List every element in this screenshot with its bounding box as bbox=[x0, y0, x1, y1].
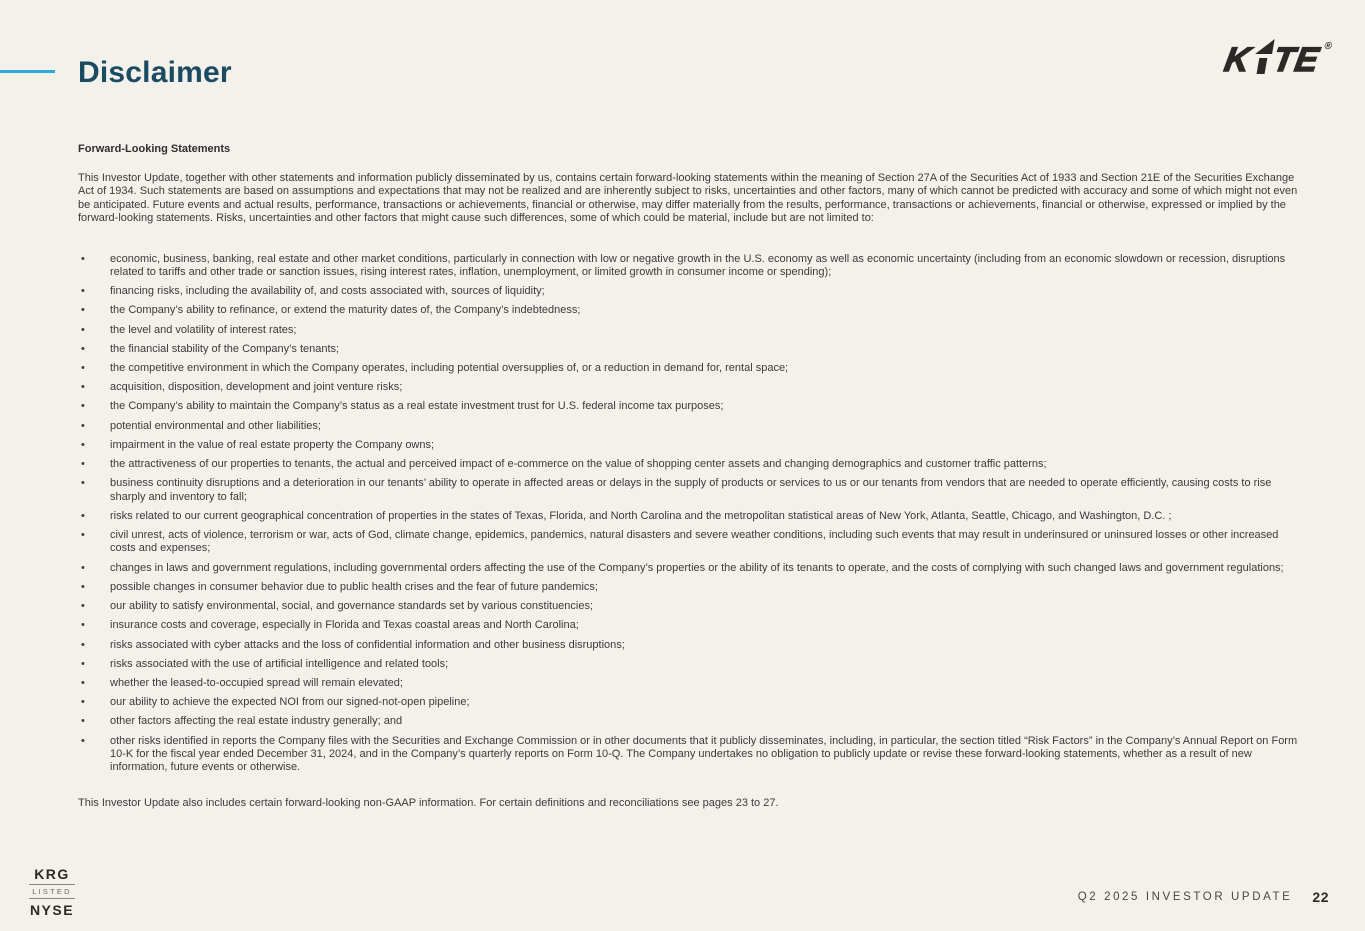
bullet-marker: • bbox=[81, 676, 85, 689]
title-accent-line bbox=[0, 70, 55, 73]
intro-paragraph: This Investor Update, together with other statements and information publicly disseminated by us, contains certain forward-looking statements within the meaning of Section 27A of the Securities Act of 1933 and Section 21E of the Securities Exchange Act of 1934. Such statements are based on assumptions and expectations that may not be realized and are inherently subject to risks, uncertainties and other factors, many of which cannot be predicted with accuracy and some of which might not even be anticipated. Future events and actual results, performance, transactions or achievements, financial or otherwise, may differ materially from the results, performance, transactions or achievements, financial or otherwise, expressed or implied by the forward-looking statements. Risks, uncertainties and other factors that might cause such differences, some of which could be material, include but are not limited to: bbox=[78, 172, 1298, 225]
bullet-text: changes in laws and government regulations, including governmental orders affecting the use of the Company’s properties or the ability of its tenants to operate, and the costs of complying with such changed laws and government regulations; bbox=[110, 561, 1284, 574]
section-heading: Forward-Looking Statements bbox=[78, 143, 231, 155]
bullet-item bbox=[78, 677, 1298, 690]
bullet-text: impairment in the value of real estate property the Company owns; bbox=[110, 438, 435, 451]
bullet-text: the attractiveness of our properties to tenants, the actual and perceived impact of e-commerce on the value of shopping center assets and changing demographics and customer traffic patterns; bbox=[110, 458, 1047, 471]
bullet-item bbox=[78, 639, 1298, 652]
bullet-marker: • bbox=[81, 342, 85, 355]
bullet-marker: • bbox=[81, 252, 85, 265]
bullet-text: other factors affecting the real estate industry generally; and bbox=[110, 715, 403, 728]
bullet-text: the financial stability of the Company’s tenants; bbox=[110, 342, 340, 355]
bullet-text: whether the leased-to-occupied spread will remain elevated; bbox=[110, 676, 403, 689]
bullet-marker: • bbox=[81, 657, 85, 670]
bullet-marker: • bbox=[81, 529, 85, 542]
bullet-marker: • bbox=[81, 400, 85, 413]
bullet-marker: • bbox=[81, 600, 85, 613]
bullet-marker: • bbox=[81, 509, 85, 522]
bullet-item bbox=[78, 562, 1298, 575]
bullet-text: economic, business, banking, real estate and other market conditions, particularly in connection with low or negative growth in the U.S. economy as well as economic uncertainty (including from an economic slowdown or recession, disruptions related to tariffs and other trade or sanction issues, rising interest rates, inflation, unemployment, or limited growth in consumer income or spending); bbox=[110, 252, 1286, 279]
bullet-marker: • bbox=[81, 381, 85, 394]
closing-paragraph: This Investor Update also includes certain forward-looking non-GAAP information. For certain definitions and reconciliations see pages 23 to 27. bbox=[78, 796, 779, 809]
footer-label: Q2 2025 INVESTOR UPDATE bbox=[1077, 891, 1293, 903]
bullet-marker: • bbox=[81, 580, 85, 593]
registered-trademark-symbol: ® bbox=[1323, 41, 1333, 52]
bullet-item bbox=[78, 735, 1298, 775]
bullet-marker: • bbox=[81, 696, 85, 709]
bullet-item bbox=[78, 696, 1298, 709]
bullet-marker: • bbox=[81, 734, 85, 747]
bullet-item bbox=[78, 362, 1298, 375]
bullet-text: the level and volatility of interest rates; bbox=[110, 323, 297, 336]
exchange-name: NYSE bbox=[29, 901, 75, 918]
bullet-marker: • bbox=[81, 323, 85, 336]
bullet-text: acquisition, disposition, development and joint venture risks; bbox=[110, 381, 403, 394]
bullet-item bbox=[78, 619, 1298, 632]
bullet-text: our ability to achieve the expected NOI from our signed-not-open pipeline; bbox=[110, 696, 470, 709]
bullet-item bbox=[78, 510, 1298, 523]
bullet-text: the competitive environment in which the Company operates, including potential oversupplies of, or a reduction in demand for, rental space; bbox=[110, 362, 789, 375]
bullet-marker: • bbox=[81, 715, 85, 728]
bullet-text: risks associated with the use of artificial intelligence and related tools; bbox=[110, 657, 449, 670]
bullet-text: possible changes in consumer behavior due to public health crises and the fear of future pandemics; bbox=[110, 580, 598, 593]
bullet-marker: • bbox=[81, 438, 85, 451]
bullet-marker: • bbox=[81, 362, 85, 375]
bullet-item bbox=[78, 581, 1298, 594]
bullet-item bbox=[78, 439, 1298, 452]
bullet-item bbox=[78, 600, 1298, 613]
bullet-item bbox=[78, 420, 1298, 433]
bullet-item bbox=[78, 658, 1298, 671]
bullet-item bbox=[78, 343, 1298, 356]
bullet-text: financing risks, including the availability of, and costs associated with, sources of liquidity; bbox=[110, 285, 545, 298]
bullet-item bbox=[78, 477, 1298, 504]
kite-logo-letter: K bbox=[1221, 41, 1254, 79]
bullet-item bbox=[78, 285, 1298, 298]
bullet-marker: • bbox=[81, 638, 85, 651]
bullet-marker: • bbox=[81, 477, 85, 490]
kite-flag-icon bbox=[1251, 46, 1273, 74]
bullet-item bbox=[78, 381, 1298, 394]
bullet-marker: • bbox=[81, 458, 85, 471]
bullet-item bbox=[78, 458, 1298, 471]
bullet-text: insurance costs and coverage, especially in Florida and Texas coastal areas and North Carolina; bbox=[110, 619, 579, 632]
bullet-item bbox=[78, 715, 1298, 728]
bullet-marker: • bbox=[81, 619, 85, 632]
bullet-text: the Company’s ability to maintain the Company’s status as a real estate investment trust for U.S. federal income tax purposes; bbox=[110, 400, 724, 413]
page-number: 22 bbox=[1312, 889, 1329, 905]
ticker-symbol: KRG bbox=[34, 866, 70, 882]
bullet-marker: • bbox=[81, 561, 85, 574]
listed-label: LISTED bbox=[29, 884, 75, 899]
risk-bullet-list bbox=[78, 253, 1298, 775]
bullet-item bbox=[78, 324, 1298, 337]
footer bbox=[1078, 889, 1329, 905]
bullet-text: potential environmental and other liabilities; bbox=[110, 419, 321, 432]
bullet-text: other risks identified in reports the Company files with the Securities and Exchange Commission or in other documents that it publicly disseminates, including, in particular, the section titled “Risk Factors” in the Company’s Annual Report on Form 10-K for the fiscal year ended December 31, 2024, and in the Company’s quarterly reports on Form 10-Q. The Company undertakes no obligation to publicly update or revise these forward-looking statements, whether as a result of new information, future events or otherwise. bbox=[110, 734, 1298, 774]
bullet-text: business continuity disruptions and a deterioration in our tenants’ ability to operate in affected areas or delays in the supply of products or services to us or our tenants from vendors that are needed to operate efficiently, causing costs to rise sharply and inventory to fall; bbox=[110, 477, 1272, 503]
bullet-item bbox=[78, 400, 1298, 413]
bullet-text: the Company’s ability to refinance, or extend the maturity dates of, the Company’s indebtedness; bbox=[110, 304, 581, 317]
bullet-text: our ability to satisfy environmental, social, and governance standards set by various constituencies; bbox=[110, 600, 594, 613]
bullet-item bbox=[78, 529, 1298, 556]
kite-logo-letter: TE bbox=[1269, 41, 1322, 79]
bullet-marker: • bbox=[81, 285, 85, 298]
nyse-listed-badge bbox=[28, 866, 76, 918]
bullet-marker: • bbox=[81, 419, 85, 432]
bullet-text: risks associated with cyber attacks and the loss of confidential information and other business disruptions; bbox=[110, 638, 625, 651]
bullet-marker: • bbox=[81, 304, 85, 317]
bullet-text: risks related to our current geographical concentration of properties in the states of Texas, Florida, and North Carolina and the metropolitan statistical areas of New York, Atlanta, Seattle, Chicago, and Washington, D.C. ; bbox=[110, 509, 1172, 522]
page-title: Disclaimer bbox=[78, 56, 232, 89]
bullet-item bbox=[78, 304, 1298, 317]
disclaimer-body bbox=[78, 143, 1298, 810]
bullet-text: civil unrest, acts of violence, terrorism or war, acts of God, climate change, epidemics, pandemics, natural disasters and severe weather conditions, including such events that may result in underinsured or uninsured losses or other increased costs and expenses; bbox=[110, 529, 1279, 555]
kite-logo bbox=[1221, 41, 1333, 79]
bullet-item bbox=[78, 253, 1298, 280]
